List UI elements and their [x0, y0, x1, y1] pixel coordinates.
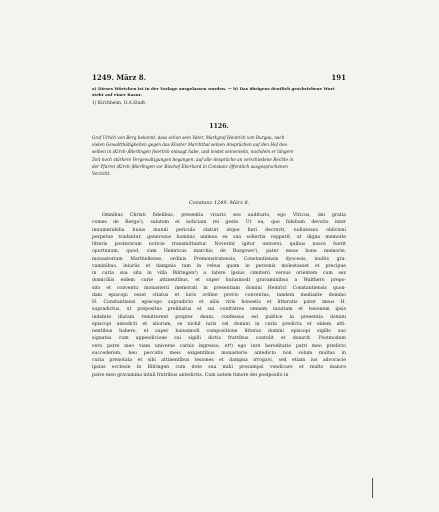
- document-number: 1126.: [209, 123, 229, 130]
- body-line: comes de Berga¹), salutem et noticiam rei geste. Ut ea, que fidelium devotio inter: [92, 220, 346, 226]
- body-line: perpetue tradantur, generosus hominis animus ex sua sollertia repperit, ut digna memorie: [92, 234, 346, 240]
- regest-line: Zeit noch stärkere Vergewaltigungen begangen, auf alle Ansprüche an verschiedene Rechte in: [92, 156, 294, 162]
- body-line: succederem, heu peccatis meis exigentibus monasterio antedicto non solum multas in: [92, 350, 346, 356]
- body-line: vero patre meo viam universe carnis ingresso, et⁴) ego iure hereditario patri meo predicto: [92, 343, 346, 349]
- body-line: ipsius ecclesie in Bilringen cum dote sua mihi presumpsi vendicare et multo maiora: [92, 365, 346, 371]
- body-line: monasterium Marthellense, ordinis Premonstratensis, Constantiensis dyocesis, multis gra-: [92, 256, 346, 262]
- running-head-date: 1249. März 8.: [92, 73, 147, 82]
- body-line: sito et conventu monasterii memorati in presentiam domini Heinrici Constantiensis quon-: [92, 285, 346, 291]
- body-line: supradictus, ut prepositus prelibatus et sui confratres omnem iniuriam et lesionem ipsis: [92, 307, 346, 313]
- body-line: litteris posterorum noticie transmittantur. Noverint igitur universi, quibus nosce fuerit: [92, 242, 346, 247]
- footnote-1: 1) Kirchheim, O.A.Stadt.: [92, 101, 147, 106]
- regest-line: Verzicht.: [92, 171, 111, 177]
- body-line: Omnibus Christi fidelibus, presentia visuris seu audituris, ego Vlricus, dei gratia: [102, 213, 346, 218]
- regest-line: vielen Gewaltthätigkeiten gegen das Kloster Marchthal seinen Ansprüchen auf den Hof des-: [92, 142, 289, 148]
- regest-summary: [92, 134, 346, 177]
- body-line: curia prenotata et sibi attinentibus lesiones et dampna irrogavi, sed etiam ius advocacie: [92, 358, 346, 363]
- body-line: H. Constantiensi episcopo supradicto et aliis viris honestis et litteratis pater meus H.: [92, 300, 346, 305]
- body-line: vaminibus, iniuriis et dampnis tam in rebus quam in personis molestasset et precipue: [92, 263, 346, 269]
- body-line: oportunum, quod, cum Heinricus marchio de Burgowe²), pater meus bone memorie,: [92, 249, 346, 255]
- dateline: Constanz 1249. März 8.: [188, 200, 250, 206]
- regest-line: der Pfarrei (Kirch-)Bierlingen vor Bischof Eberhard in Constanz öffentlich ausgesprochenen: [92, 163, 288, 169]
- regest-line: Graf Ulrich von Berg bekennt, dass schon sein Vater, Markgraf Heinrich von Burgau, nach: [92, 135, 285, 140]
- page-number: 191: [331, 73, 346, 82]
- body-line: innumerabilia huius mundi pericula statuit atque fieri decrevit, nullateaus oblivioni: [92, 227, 346, 233]
- body-line: domiciliis eidem curie attinentibus, et super huiusmodi gravaminibus a Walthero prepo-: [92, 278, 346, 284]
- body-line: episcopi antedicti et aliorum, se nichil iuris vel domini in curia predicta et eidem atti-: [92, 321, 346, 327]
- charter-body: [92, 212, 346, 379]
- body-line: dam episcopi esset citatus et iuris ordine previo conventus, tandem mediante domino: [92, 292, 346, 298]
- page-edge-mark: [372, 478, 373, 498]
- body-line: indebite illatam remitterent propter deum, confessus est publice in presentia domini: [92, 314, 346, 320]
- body-line: signatas cum appendicione sui sigilli dictis fratribus contulit et donavit. Postmodum: [92, 336, 346, 342]
- body-line: patre meo gravamina intuli fratribus antedictis. Cum autem timore dei postposito in: [92, 372, 289, 378]
- body-line: in curia sua sita in villa Bilringen³) a latere ipsius cimiterii versus orientem cum sex: [92, 271, 346, 276]
- footnote-a: a) Dieses Wörtchen ist in der Vorlage ausgelassen worden. — b) Das übrigens deutlich geschriebene Wort steht auf einer Rasur.: [92, 86, 335, 97]
- body-line: nentibus habere, et super huiusmodi compositione litteras domini episcopi sigillo suo: [92, 329, 346, 334]
- regest-line: selben in (Kirch-)Bierlingen feierlich entsagt habe, und leistet seinerseits, nachdem er längere: [92, 149, 294, 155]
